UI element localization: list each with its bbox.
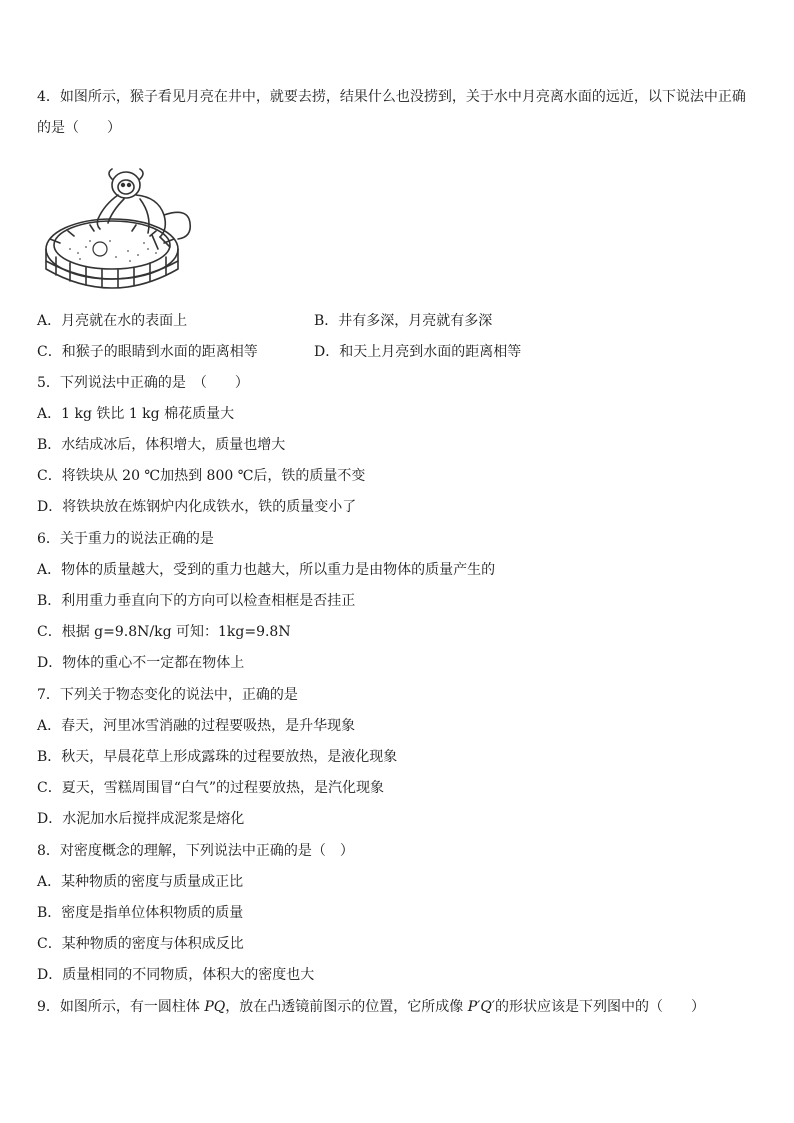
question-7-stem: 7．下列关于物态变化的说法中，正确的是 — [37, 687, 298, 703]
q6-option-c: C．根据 g=9.8N/kg 可知：1kg=9.8N — [37, 624, 291, 640]
q5-option-d: D．将铁块放在炼钢炉内化成铁水，铁的质量变小了 — [37, 499, 357, 515]
q8-option-b: B．密度是指单位体积物质的质量 — [37, 905, 244, 921]
q5-option-a: A．1 kg 铁比 1 kg 棉花质量大 — [37, 406, 235, 422]
q7-option-d: D．水泥加水后搅拌成泥浆是熔化 — [37, 811, 245, 827]
q8-option-d: D．质量相同的不同物质，体积大的密度也大 — [37, 967, 315, 983]
q4-option-d: D．和天上月亮到水面的距离相等 — [314, 344, 522, 360]
q6-option-b: B．利用重力垂直向下的方向可以检查相框是否挂正 — [37, 593, 356, 609]
q9-stem-part-c: 的形状应该是下列图中的（ ） — [494, 999, 705, 1015]
question-5-stem: 5．下列说法中正确的是 （ ） — [37, 375, 249, 391]
q4-option-c: C．和猴子的眼睛到水面的距离相等 — [37, 344, 258, 360]
q6-option-a: A．物体的质量越大，受到的重力也越大，所以重力是由物体的质量产生的 — [37, 562, 496, 578]
q5-option-b: B．水结成冰后，体积增大，质量也增大 — [37, 437, 286, 453]
q9-cylinder-label: PQ — [204, 999, 226, 1015]
q9-image-label: P′Q′ — [467, 999, 495, 1015]
monkey-well-illustration — [40, 157, 200, 297]
question-4-stem: 4．如图所示，猴子看见月亮在井中，就要去捞，结果什么也没捞到，关于水中月亮离水面的远近，以下说法中正确的是（ ） — [37, 89, 746, 136]
q7-option-b: B．秋天，早晨花草上形成露珠的过程要放热，是液化现象 — [37, 749, 398, 765]
q9-stem-part-a: 9．如图所示，有一圆柱体 — [37, 999, 205, 1015]
question-9-stem — [37, 997, 705, 1017]
q7-option-c: C．夏天，雪糕周围冒“白气”的过程要放热，是汽化现象 — [37, 780, 385, 796]
question-8-stem: 8．对密度概念的理解，下列说法中正确的是（ ） — [37, 843, 354, 859]
q9-stem-part-b: ，放在凸透镜前图示的位置，它所成像 — [225, 999, 468, 1015]
q8-option-c: C．某种物质的密度与体积成反比 — [37, 936, 244, 952]
q4-option-a: A．月亮就在水的表面上 — [37, 313, 188, 329]
q4-option-b: B．井有多深，月亮就有多深 — [314, 313, 493, 329]
q7-option-a: A．春天，河里冰雪消融的过程要吸热，是升华现象 — [37, 718, 356, 734]
question-6-stem: 6．关于重力的说法正确的是 — [37, 531, 214, 547]
q6-option-d: D．物体的重心不一定都在物体上 — [37, 655, 245, 671]
q8-option-a: A．某种物质的密度与质量成正比 — [37, 874, 244, 890]
q5-option-c: C．将铁块从 20 ℃加热到 800 ℃后，铁的质量不变 — [37, 468, 366, 484]
